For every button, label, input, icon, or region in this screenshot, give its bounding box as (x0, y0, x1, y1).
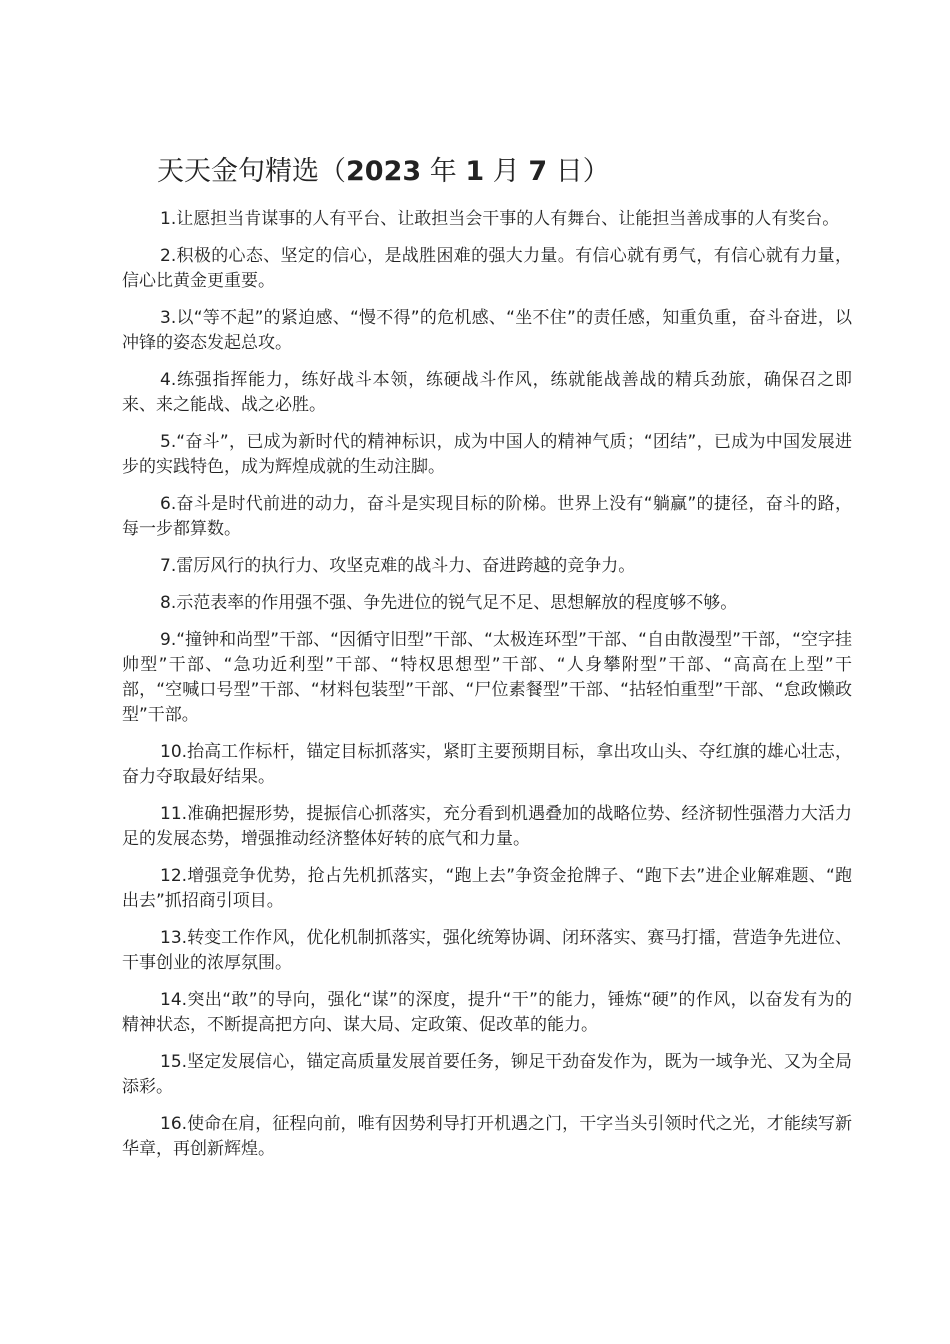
quote-item: 1.让愿担当肯谋事的人有平台、让敢担当会干事的人有舞台、让能担当善成事的人有奖台。 (160, 209, 840, 229)
title-year: 2023 (346, 156, 422, 187)
title-day-unit: 日） (555, 156, 610, 187)
quote-item: 4.练强指挥能力，练好战斗本领，练硬战斗作风，练就能战善战的精兵劲旅，确保召之即来、来之能战、战之必胜。 (122, 370, 852, 415)
quote-item: 9.“撞钟和尚型”干部、“因循守旧型”干部、“太极连环型”干部、“自由散漫型”干部，“空字挂帅型”干部、“急功近利型”干部、“特权思想型”干部、“人身攀附型”干部、“高高在上型”干部，“空喊口号型”干部、“材料包装型”干部、“尸位素餐型”干部、“拈轻怕重型”干部、“怠政懒政型”干部。 (122, 630, 852, 725)
quote-list (122, 207, 852, 1174)
quote-item: 7.雷厉风行的执行力、攻坚克难的战斗力、奋进跨越的竞争力。 (160, 556, 636, 576)
title-year-unit: 年 (429, 156, 457, 187)
quote-item: 16.使命在肩，征程向前，唯有因势利导打开机遇之门，干字当头引领时代之光，才能续写新华章，再创新辉煌。 (122, 1114, 852, 1159)
quote-item: 12.增强竞争优势，抢占先机抓落实，“跑上去”争资金抢牌子、“跑下去”进企业解难题、“跑出去”抓招商引项目。 (122, 866, 852, 911)
title-prefix: 天天金句精选（ (157, 156, 346, 187)
quote-item: 2.积极的心态、坚定的信心，是战胜困难的强大力量。有信心就有勇气，有信心就有力量，信心比黄金更重要。 (122, 246, 852, 291)
quote-item: 11.准确把握形势，提振信心抓落实，充分看到机遇叠加的战略位势、经济韧性强潜力大活力足的发展态势，增强推动经济整体好转的底气和力量。 (122, 804, 852, 849)
quote-item: 5.“奋斗”，已成为新时代的精神标识，成为中国人的精神气质；“团结”，已成为中国发展进步的实践特色，成为辉煌成就的生动注脚。 (122, 432, 852, 477)
quote-item: 3.以“等不起”的紧迫感、“慢不得”的危机感、“坐不住”的责任感，知重负重，奋斗奋进，以冲锋的姿态发起总攻。 (122, 308, 852, 353)
quote-item: 8.示范表率的作用强不强、争先进位的锐气足不足、思想解放的程度够不够。 (160, 593, 738, 613)
title-month-unit: 月 (492, 156, 520, 187)
document-title (157, 152, 857, 192)
quote-item: 15.坚定发展信心，锚定高质量发展首要任务，铆足干劲奋发作为，既为一域争光、又为全局添彩。 (122, 1052, 852, 1097)
quote-item: 10.抬高工作标杆，锚定目标抓落实，紧盯主要预期目标，拿出攻山头、夺红旗的雄心壮志，奋力夺取最好结果。 (122, 742, 852, 787)
quote-item: 6.奋斗是时代前进的动力，奋斗是实现目标的阶梯。世界上没有“躺赢”的捷径，奋斗的路，每一步都算数。 (122, 494, 852, 539)
quote-item: 14.突出“敢”的导向，强化“谋”的深度，提升“干”的能力，锤炼“硬”的作风，以奋发有为的精神状态，不断提高把方向、谋大局、定政策、促改革的能力。 (122, 990, 852, 1035)
title-month: 1 (465, 156, 485, 187)
quote-item: 13.转变工作作风，优化机制抓落实，强化统筹协调、闭环落实、赛马打擂，营造争先进位、干事创业的浓厚氛围。 (122, 928, 852, 973)
title-day: 7 (528, 156, 548, 187)
